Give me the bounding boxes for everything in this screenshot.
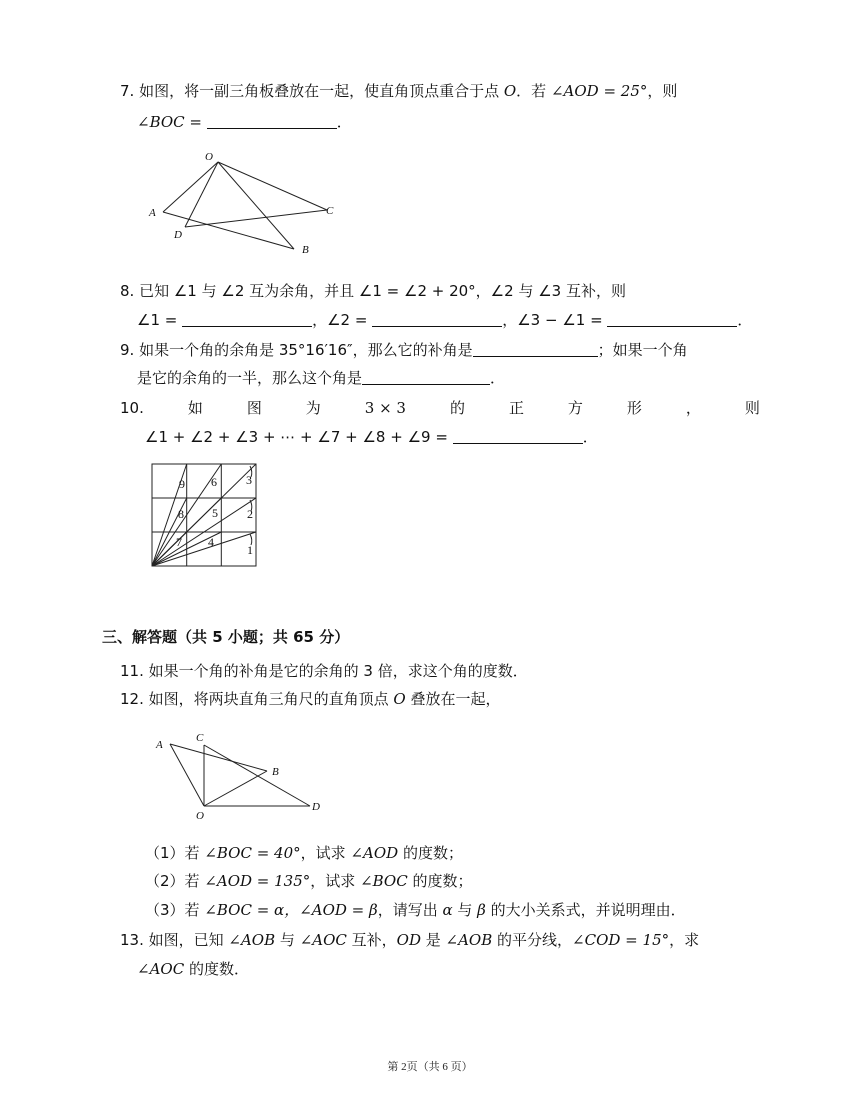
q7-line1: 7. 如图，将一副三角板叠放在一起，使直角顶点重合于点 O．若 ∠AOD = 25°，则 bbox=[120, 82, 678, 100]
q7-line2: ∠BOC = ． bbox=[137, 113, 352, 131]
label-b: B bbox=[302, 244, 309, 256]
q13-line2: ∠AOC 的度数． bbox=[137, 960, 249, 978]
q10-line1: 10. 如 图 为 3 × 3 的 正 方 形 ， 则 bbox=[120, 399, 760, 417]
answer-blank[interactable] bbox=[362, 368, 490, 385]
section-heading: 三、解答题（共 5 小题；共 65 分） bbox=[102, 628, 350, 646]
q8-line1: 8. 已知 ∠1 与 ∠2 互为余角，并且 ∠1 = ∠2 + 20°，∠2 与 ∠3 互补，则 bbox=[120, 282, 626, 300]
q12-line1: 12. 如图，将两块直角三角尺的直角顶点 O 叠放在一起， bbox=[120, 690, 501, 708]
label-d: D bbox=[174, 229, 182, 241]
q12-sub3: （3）若 ∠BOC = α，∠AOD = β，请写出 α 与 β 的大小关系式，并说明理由． bbox=[145, 901, 686, 919]
angle-label-2: 2 bbox=[247, 507, 253, 521]
angle-label-8: 8 bbox=[178, 507, 184, 521]
label-o: O bbox=[205, 151, 213, 163]
angle-label-1: 1 bbox=[247, 543, 253, 557]
answer-blank[interactable] bbox=[473, 340, 598, 357]
label-b: B bbox=[272, 766, 279, 778]
q12-figure bbox=[150, 728, 340, 823]
label-c: C bbox=[196, 732, 204, 744]
q10-figure bbox=[145, 458, 265, 573]
page-footer: 第 2页（共 6 页） bbox=[387, 1061, 473, 1073]
label-o: O bbox=[196, 810, 204, 822]
answer-blank[interactable] bbox=[453, 427, 583, 444]
answer-blank[interactable] bbox=[182, 310, 312, 327]
q8-line2: ∠1 = ，∠2 = ，∠3 − ∠1 = ． bbox=[137, 311, 753, 329]
q13-line1: 13. 如图，已知 ∠AOB 与 ∠AOC 互补，OD 是 ∠AOB 的平分线，∠COD = 15°，求 bbox=[120, 931, 700, 949]
q9-line1: 9. 如果一个角的余角是 35°16′16″，那么它的补角是 ；如果一个角 bbox=[120, 341, 688, 359]
q10-line2: ∠1 + ∠2 + ∠3 + ⋯ + ∠7 + ∠8 + ∠9 = ． bbox=[145, 428, 598, 446]
label-d: D bbox=[312, 801, 320, 813]
angle-label-7: 7 bbox=[176, 535, 182, 549]
q12-sub1: （1）若 ∠BOC = 40°，试求 ∠AOD 的度数； bbox=[145, 844, 463, 862]
label-a: A bbox=[149, 207, 156, 219]
q12-sub2: （2）若 ∠AOD = 135°，试求 ∠BOC 的度数； bbox=[145, 872, 473, 890]
answer-blank[interactable] bbox=[207, 112, 337, 129]
answer-blank[interactable] bbox=[607, 310, 737, 327]
label-a: A bbox=[156, 739, 163, 751]
angle-label-6: 6 bbox=[211, 475, 217, 489]
q7-figure bbox=[140, 146, 360, 261]
angle-label-4: 4 bbox=[208, 535, 214, 549]
q11-line: 11. 如果一个角的补角是它的余角的 3 倍，求这个角的度数． bbox=[120, 662, 528, 680]
q9-line2: 是它的余角的一半，那么这个角是 ． bbox=[137, 369, 506, 387]
angle-label-3: 3 bbox=[246, 473, 252, 487]
angle-label-5: 5 bbox=[212, 506, 218, 520]
answer-blank[interactable] bbox=[372, 310, 502, 327]
label-c: C bbox=[326, 205, 334, 217]
angle-label-9: 9 bbox=[179, 477, 185, 491]
